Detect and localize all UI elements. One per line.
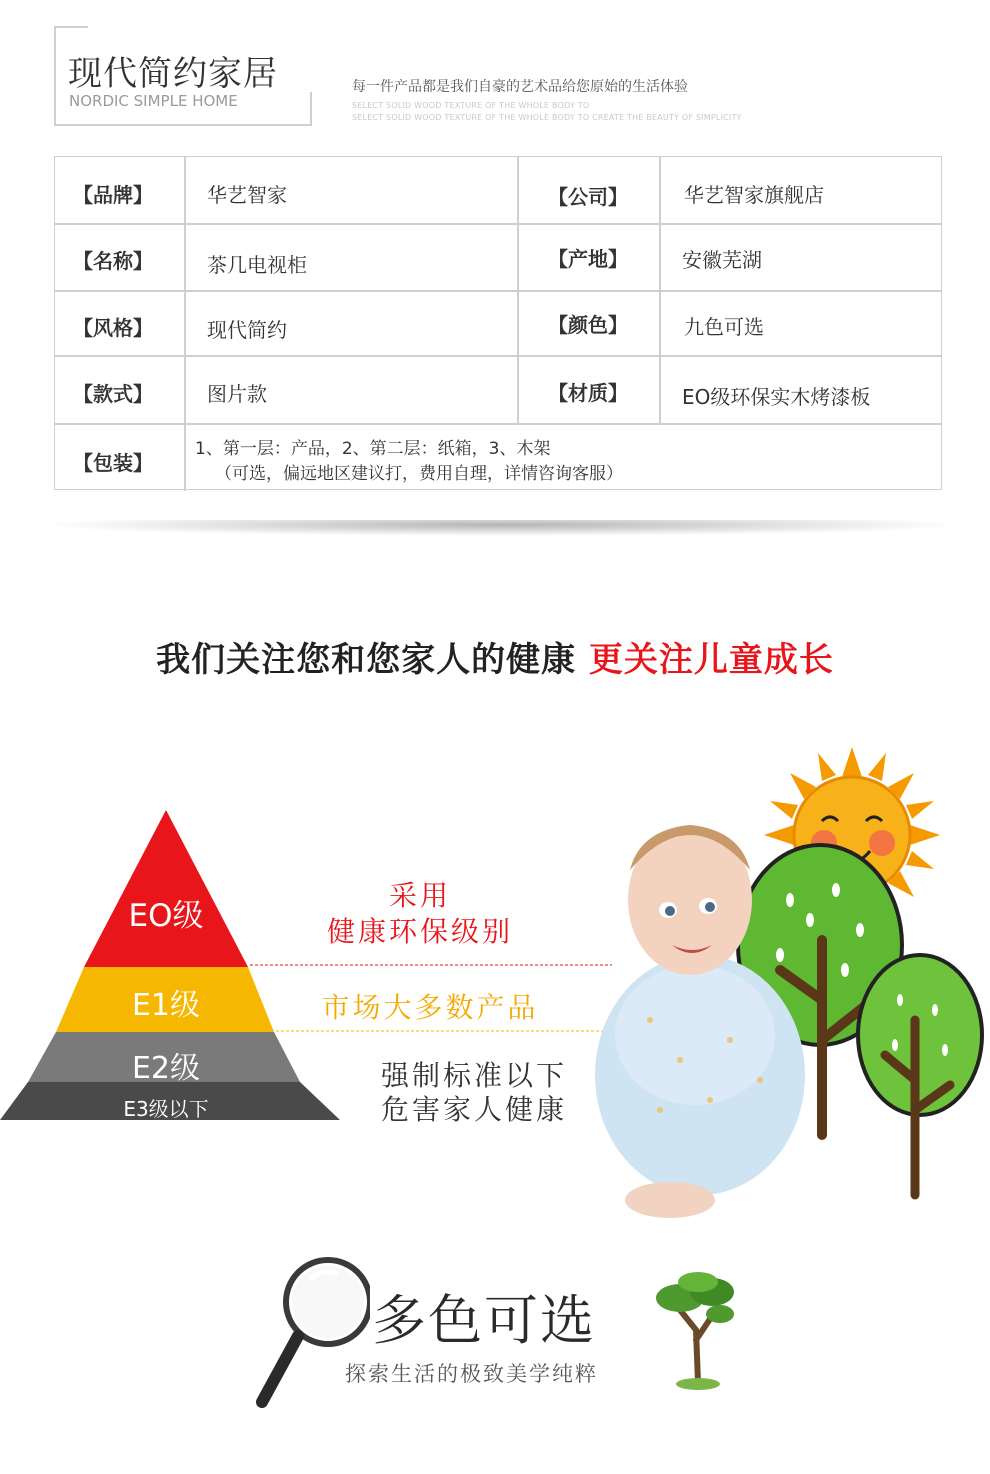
health-heading-main: 我们关注您和您家人的健康	[156, 640, 577, 680]
pyramid-tier-eo	[84, 810, 248, 967]
table-label-packaging: 【包装】	[73, 451, 153, 475]
table-label-model: 【款式】	[73, 382, 153, 406]
eo-description-line1: 采用	[388, 879, 451, 912]
colors-title: 多色可选	[372, 1289, 596, 1352]
table-value-material: EO级环保实木烤漆板	[682, 385, 871, 409]
e2-description-line1: 强制标准以下	[380, 1059, 567, 1092]
table-label-style: 【风格】	[73, 316, 153, 340]
table-value-origin: 安徽芜湖	[682, 248, 762, 272]
spec-table	[54, 156, 942, 490]
table-label-color: 【颜色】	[548, 313, 628, 337]
table-value-style: 现代简约	[207, 318, 287, 342]
header-subtitle: NORDIC SIMPLE HOME	[69, 92, 238, 110]
magnifier-icon	[250, 1252, 370, 1412]
table-label-origin: 【产地】	[548, 247, 628, 271]
header-title: 现代简约家居	[68, 54, 278, 94]
e2-description-line2: 危害家人健康	[380, 1093, 567, 1126]
table-shadow	[40, 520, 966, 536]
slogan-english-line2: SELECT SOLID WOOD TEXTURE OF THE WHOLE BODY TO CREATE THE BEAUTY OF SIMPLICITY	[352, 113, 742, 122]
table-value-brand: 华艺智家	[207, 183, 287, 207]
health-heading-highlight: 更关注儿童成长	[588, 640, 834, 680]
table-packaging-line1: 1、第一层：产品，2、第二层：纸箱，3、木架	[195, 439, 551, 459]
pyramid-label-eo: EO级	[128, 898, 204, 934]
table-value-company: 华艺智家旗舰店	[684, 183, 824, 207]
colors-subtitle: 探索生活的极致美学纯粹	[345, 1362, 598, 1386]
pyramid-label-e2: E2级	[131, 1051, 201, 1086]
table-packaging-line2: （可选，偏远地区建议打，费用自理，详情咨询客服）	[215, 464, 623, 484]
pyramid-label-e1: E1级	[131, 988, 201, 1023]
slogan-english-line1: SELECT SOLID WOOD TEXTURE OF THE WHOLE BODY TO	[352, 101, 590, 110]
health-heading	[0, 632, 990, 681]
slogan: 每一件产品都是我们自豪的艺术品给您原始的生活体验	[352, 79, 688, 95]
table-label-material: 【材质】	[548, 381, 628, 405]
pyramid-label-e3: E3级以下	[123, 1097, 209, 1121]
table-label-name: 【名称】	[73, 249, 153, 273]
table-value-color: 九色可选	[684, 315, 764, 339]
table-value-name: 茶几电视柜	[207, 253, 307, 277]
table-value-model: 图片款	[207, 382, 267, 406]
eo-description-line2: 健康环保级别	[326, 915, 513, 948]
table-label-company: 【公司】	[548, 185, 628, 209]
e1-description: 市场大多数产品	[321, 991, 539, 1024]
illustration-graphic	[590, 740, 990, 1260]
table-label-brand: 【品牌】	[73, 183, 153, 207]
baby-illustration	[590, 740, 990, 1260]
small-tree-icon	[650, 1270, 740, 1390]
